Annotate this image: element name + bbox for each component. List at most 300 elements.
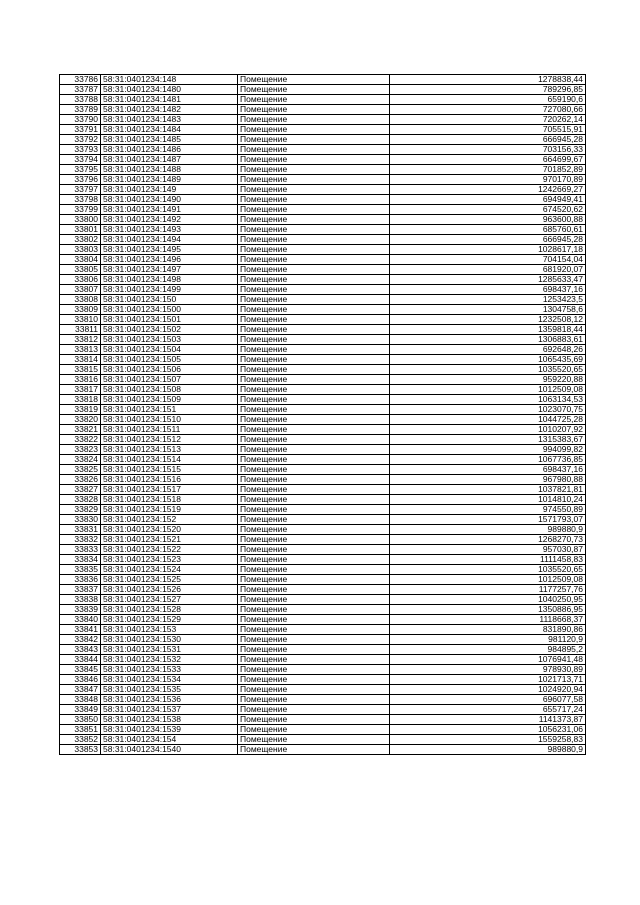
cadastral-value: 989880,9 (390, 745, 586, 755)
object-type: Помещение (238, 295, 390, 305)
cadastral-value: 970170,89 (390, 175, 586, 185)
table-row (60, 635, 586, 645)
row-number: 33837 (60, 585, 101, 595)
cadastral-value: 1024920,94 (390, 685, 586, 695)
row-number: 33832 (60, 535, 101, 545)
cadastral-value: 1306883,61 (390, 335, 586, 345)
cadastral-value: 1359818,44 (390, 325, 586, 335)
table-row (60, 585, 586, 595)
row-number: 33795 (60, 165, 101, 175)
cadastral-number: 58:31:0401234:1509 (101, 395, 238, 405)
table-row (60, 295, 586, 305)
cadastral-value: 1118668,37 (390, 615, 586, 625)
cadastral-number: 58:31:0401234:150 (101, 295, 238, 305)
table-row (60, 655, 586, 665)
object-type: Помещение (238, 215, 390, 225)
cadastral-value: 831890,86 (390, 625, 586, 635)
row-number: 33811 (60, 325, 101, 335)
cadastral-value: 1253423,5 (390, 295, 586, 305)
cadastral-number: 58:31:0401234:1522 (101, 545, 238, 555)
cadastral-value: 666945,28 (390, 135, 586, 145)
cadastral-number: 58:31:0401234:148 (101, 75, 238, 85)
table-row (60, 195, 586, 205)
object-type: Помещение (238, 245, 390, 255)
row-number: 33788 (60, 95, 101, 105)
table-row (60, 745, 586, 755)
object-type: Помещение (238, 705, 390, 715)
object-type: Помещение (238, 225, 390, 235)
row-number: 33828 (60, 495, 101, 505)
cadastral-number: 58:31:0401234:149 (101, 185, 238, 195)
cadastral-number: 58:31:0401234:1526 (101, 585, 238, 595)
row-number: 33849 (60, 705, 101, 715)
table-row (60, 255, 586, 265)
table-row (60, 205, 586, 215)
cadastral-number: 58:31:0401234:1481 (101, 95, 238, 105)
row-number: 33826 (60, 475, 101, 485)
object-type: Помещение (238, 665, 390, 675)
row-number: 33813 (60, 345, 101, 355)
cadastral-value: 1315383,67 (390, 435, 586, 445)
table-row (60, 735, 586, 745)
table-row (60, 685, 586, 695)
row-number: 33853 (60, 745, 101, 755)
cadastral-number: 58:31:0401234:1516 (101, 475, 238, 485)
row-number: 33793 (60, 145, 101, 155)
object-type: Помещение (238, 325, 390, 335)
table-body (60, 75, 586, 755)
table-row (60, 725, 586, 735)
cadastral-value: 655717,24 (390, 705, 586, 715)
cadastral-number: 58:31:0401234:1482 (101, 105, 238, 115)
object-type: Помещение (238, 185, 390, 195)
cadastral-number: 58:31:0401234:1505 (101, 355, 238, 365)
object-type: Помещение (238, 695, 390, 705)
cadastral-value: 959220,88 (390, 375, 586, 385)
cadastral-value: 1141373,87 (390, 715, 586, 725)
table-row (60, 675, 586, 685)
row-number: 33786 (60, 75, 101, 85)
cadastral-number: 58:31:0401234:1487 (101, 155, 238, 165)
table-row (60, 305, 586, 315)
object-type: Помещение (238, 175, 390, 185)
object-type: Помещение (238, 605, 390, 615)
row-number: 33789 (60, 105, 101, 115)
table-row (60, 105, 586, 115)
cadastral-value: 1242669,27 (390, 185, 586, 195)
cadastral-number: 58:31:0401234:1510 (101, 415, 238, 425)
table-row (60, 465, 586, 475)
cadastral-number: 58:31:0401234:1535 (101, 685, 238, 695)
table-row (60, 645, 586, 655)
cadastral-value: 1232508,12 (390, 315, 586, 325)
row-number: 33822 (60, 435, 101, 445)
object-type: Помещение (238, 745, 390, 755)
object-type: Помещение (238, 155, 390, 165)
cadastral-value: 1177257,76 (390, 585, 586, 595)
cadastral-value: 666945,28 (390, 235, 586, 245)
object-type: Помещение (238, 205, 390, 215)
object-type: Помещение (238, 385, 390, 395)
object-type: Помещение (238, 475, 390, 485)
row-number: 33804 (60, 255, 101, 265)
cadastral-number: 58:31:0401234:1540 (101, 745, 238, 755)
row-number: 33835 (60, 565, 101, 575)
cadastral-number: 58:31:0401234:1492 (101, 215, 238, 225)
table-row (60, 325, 586, 335)
cadastral-value: 1021713,71 (390, 675, 586, 685)
row-number: 33803 (60, 245, 101, 255)
cadastral-value: 720262,14 (390, 115, 586, 125)
cadastral-value: 974550,89 (390, 505, 586, 515)
row-number: 33824 (60, 455, 101, 465)
object-type: Помещение (238, 335, 390, 345)
object-type: Помещение (238, 255, 390, 265)
cadastral-number: 58:31:0401234:1508 (101, 385, 238, 395)
table-row (60, 535, 586, 545)
object-type: Помещение (238, 575, 390, 585)
row-number: 33797 (60, 185, 101, 195)
object-type: Помещение (238, 555, 390, 565)
row-number: 33809 (60, 305, 101, 315)
table-row (60, 595, 586, 605)
row-number: 33848 (60, 695, 101, 705)
cadastral-value: 957030,87 (390, 545, 586, 555)
table-row (60, 85, 586, 95)
cadastral-number: 58:31:0401234:1496 (101, 255, 238, 265)
cadastral-value: 1012509,08 (390, 385, 586, 395)
cadastral-number: 58:31:0401234:1498 (101, 275, 238, 285)
cadastral-value: 1559258,83 (390, 735, 586, 745)
cadastral-value: 789296,85 (390, 85, 586, 95)
object-type: Помещение (238, 105, 390, 115)
object-type: Помещение (238, 145, 390, 155)
cadastral-number: 58:31:0401234:1484 (101, 125, 238, 135)
cadastral-number: 58:31:0401234:1524 (101, 565, 238, 575)
object-type: Помещение (238, 135, 390, 145)
table-row (60, 375, 586, 385)
object-type: Помещение (238, 375, 390, 385)
cadastral-number: 58:31:0401234:1531 (101, 645, 238, 655)
cadastral-value: 1010207,92 (390, 425, 586, 435)
object-type: Помещение (238, 685, 390, 695)
object-type: Помещение (238, 585, 390, 595)
cadastral-number: 58:31:0401234:1528 (101, 605, 238, 615)
cadastral-value: 1304758,6 (390, 305, 586, 315)
table-row (60, 185, 586, 195)
object-type: Помещение (238, 525, 390, 535)
row-number: 33787 (60, 85, 101, 95)
object-type: Помещение (238, 535, 390, 545)
row-number: 33836 (60, 575, 101, 585)
cadastral-number: 58:31:0401234:1530 (101, 635, 238, 645)
cadastral-number: 58:31:0401234:1485 (101, 135, 238, 145)
table-row (60, 485, 586, 495)
cadastral-number: 58:31:0401234:1500 (101, 305, 238, 315)
cadastral-number: 58:31:0401234:1506 (101, 365, 238, 375)
table-row (60, 615, 586, 625)
table-row (60, 575, 586, 585)
cadastral-number: 58:31:0401234:1518 (101, 495, 238, 505)
object-type: Помещение (238, 395, 390, 405)
object-type: Помещение (238, 265, 390, 275)
row-number: 33846 (60, 675, 101, 685)
cadastral-number: 58:31:0401234:1533 (101, 665, 238, 675)
row-number: 33840 (60, 615, 101, 625)
table-row (60, 665, 586, 675)
table-row (60, 265, 586, 275)
row-number: 33798 (60, 195, 101, 205)
cadastral-number: 58:31:0401234:153 (101, 625, 238, 635)
cadastral-number: 58:31:0401234:1490 (101, 195, 238, 205)
cadastral-value: 698437,16 (390, 465, 586, 475)
object-type: Помещение (238, 735, 390, 745)
table-row (60, 355, 586, 365)
cadastral-number: 58:31:0401234:1515 (101, 465, 238, 475)
row-number: 33792 (60, 135, 101, 145)
object-type: Помещение (238, 545, 390, 555)
table-row (60, 565, 586, 575)
table-row (60, 215, 586, 225)
object-type: Помещение (238, 615, 390, 625)
table-row (60, 225, 586, 235)
row-number: 33823 (60, 445, 101, 455)
row-number: 33791 (60, 125, 101, 135)
cadastral-value: 1350886,95 (390, 605, 586, 615)
object-type: Помещение (238, 315, 390, 325)
cadastral-number: 58:31:0401234:1502 (101, 325, 238, 335)
table-row (60, 125, 586, 135)
cadastral-number: 58:31:0401234:1532 (101, 655, 238, 665)
cadastral-number: 58:31:0401234:1499 (101, 285, 238, 295)
cadastral-number: 58:31:0401234:1537 (101, 705, 238, 715)
table-row (60, 555, 586, 565)
cadastral-number: 58:31:0401234:1513 (101, 445, 238, 455)
cadastral-value: 984895,2 (390, 645, 586, 655)
cadastral-number: 58:31:0401234:1489 (101, 175, 238, 185)
row-number: 33806 (60, 275, 101, 285)
table-row (60, 395, 586, 405)
cadastral-number: 58:31:0401234:1517 (101, 485, 238, 495)
row-number: 33838 (60, 595, 101, 605)
cadastral-number: 58:31:0401234:1497 (101, 265, 238, 275)
row-number: 33817 (60, 385, 101, 395)
cadastral-value: 1065435,69 (390, 355, 586, 365)
table-row (60, 425, 586, 435)
cadastral-value: 1268270,73 (390, 535, 586, 545)
row-number: 33815 (60, 365, 101, 375)
cadastral-value: 1063134,53 (390, 395, 586, 405)
object-type: Помещение (238, 595, 390, 605)
row-number: 33827 (60, 485, 101, 495)
cadastral-number: 58:31:0401234:1523 (101, 555, 238, 565)
cadastral-number: 58:31:0401234:1538 (101, 715, 238, 725)
table-row (60, 715, 586, 725)
object-type: Помещение (238, 75, 390, 85)
cadastral-number: 58:31:0401234:151 (101, 405, 238, 415)
cadastral-value: 1028617,18 (390, 245, 586, 255)
row-number: 33790 (60, 115, 101, 125)
table-row (60, 515, 586, 525)
row-number: 33819 (60, 405, 101, 415)
table-row (60, 405, 586, 415)
cadastral-value: 703156,33 (390, 145, 586, 155)
cadastral-value: 674520,62 (390, 205, 586, 215)
object-type: Помещение (238, 655, 390, 665)
table-row (60, 155, 586, 165)
row-number: 33821 (60, 425, 101, 435)
object-type: Помещение (238, 405, 390, 415)
object-type: Помещение (238, 445, 390, 455)
table-row (60, 705, 586, 715)
cadastral-value: 1285633,47 (390, 275, 586, 285)
object-type: Помещение (238, 725, 390, 735)
object-type: Помещение (238, 365, 390, 375)
table-row (60, 455, 586, 465)
cadastral-number: 58:31:0401234:1514 (101, 455, 238, 465)
object-type: Помещение (238, 115, 390, 125)
cadastral-value: 1111458,83 (390, 555, 586, 565)
object-type: Помещение (238, 195, 390, 205)
cadastral-value: 1035520,65 (390, 365, 586, 375)
row-number: 33814 (60, 355, 101, 365)
row-number: 33831 (60, 525, 101, 535)
table-row (60, 365, 586, 375)
row-number: 33843 (60, 645, 101, 655)
row-number: 33841 (60, 625, 101, 635)
table-row (60, 415, 586, 425)
cadastral-value: 685760,61 (390, 225, 586, 235)
table-row (60, 605, 586, 615)
cadastral-value: 994099,82 (390, 445, 586, 455)
row-number: 33796 (60, 175, 101, 185)
cadastral-value: 681920,07 (390, 265, 586, 275)
row-number: 33844 (60, 655, 101, 665)
object-type: Помещение (238, 425, 390, 435)
table-row (60, 95, 586, 105)
object-type: Помещение (238, 285, 390, 295)
table-row (60, 345, 586, 355)
table-row (60, 505, 586, 515)
cadastral-number: 58:31:0401234:1512 (101, 435, 238, 445)
row-number: 33839 (60, 605, 101, 615)
object-type: Помещение (238, 635, 390, 645)
cadastral-number: 58:31:0401234:1495 (101, 245, 238, 255)
cadastral-table (59, 74, 586, 755)
table-row (60, 165, 586, 175)
object-type: Помещение (238, 275, 390, 285)
table-row (60, 235, 586, 245)
table-row (60, 525, 586, 535)
cadastral-number: 58:31:0401234:1486 (101, 145, 238, 155)
cadastral-value: 694949,41 (390, 195, 586, 205)
cadastral-value: 692648,26 (390, 345, 586, 355)
table-row (60, 495, 586, 505)
cadastral-number: 58:31:0401234:1494 (101, 235, 238, 245)
object-type: Помещение (238, 485, 390, 495)
row-number: 33802 (60, 235, 101, 245)
table-row (60, 625, 586, 635)
cadastral-value: 1023070,75 (390, 405, 586, 415)
row-number: 33808 (60, 295, 101, 305)
cadastral-value: 989880,9 (390, 525, 586, 535)
object-type: Помещение (238, 95, 390, 105)
table-row (60, 435, 586, 445)
object-type: Помещение (238, 715, 390, 725)
cadastral-value: 1278838,44 (390, 75, 586, 85)
cadastral-value: 705515,91 (390, 125, 586, 135)
cadastral-value: 1076941,48 (390, 655, 586, 665)
table-row (60, 275, 586, 285)
row-number: 33800 (60, 215, 101, 225)
table-row (60, 315, 586, 325)
row-number: 33833 (60, 545, 101, 555)
table-row (60, 385, 586, 395)
cadastral-number: 58:31:0401234:1539 (101, 725, 238, 735)
object-type: Помещение (238, 125, 390, 135)
table-row (60, 145, 586, 155)
cadastral-value: 696077,58 (390, 695, 586, 705)
table-row (60, 175, 586, 185)
cadastral-number: 58:31:0401234:1521 (101, 535, 238, 545)
object-type: Помещение (238, 85, 390, 95)
cadastral-value: 1012509,08 (390, 575, 586, 585)
row-number: 33816 (60, 375, 101, 385)
table-row (60, 335, 586, 345)
table-row (60, 445, 586, 455)
table-row (60, 135, 586, 145)
cadastral-value: 1035520,65 (390, 565, 586, 575)
cadastral-value: 978930,89 (390, 665, 586, 675)
cadastral-number: 58:31:0401234:1536 (101, 695, 238, 705)
cadastral-value: 981120,9 (390, 635, 586, 645)
table-row (60, 475, 586, 485)
cadastral-number: 58:31:0401234:1529 (101, 615, 238, 625)
cadastral-number: 58:31:0401234:1507 (101, 375, 238, 385)
cadastral-number: 58:31:0401234:1520 (101, 525, 238, 535)
row-number: 33799 (60, 205, 101, 215)
object-type: Помещение (238, 435, 390, 445)
object-type: Помещение (238, 625, 390, 635)
cadastral-value: 1014810,24 (390, 495, 586, 505)
cadastral-value: 1037821,81 (390, 485, 586, 495)
cadastral-number: 58:31:0401234:1504 (101, 345, 238, 355)
cadastral-value: 1067736,85 (390, 455, 586, 465)
cadastral-number: 58:31:0401234:1503 (101, 335, 238, 345)
object-type: Помещение (238, 345, 390, 355)
table-row (60, 115, 586, 125)
row-number: 33830 (60, 515, 101, 525)
row-number: 33818 (60, 395, 101, 405)
cadastral-value: 701852,89 (390, 165, 586, 175)
cadastral-number: 58:31:0401234:1488 (101, 165, 238, 175)
object-type: Помещение (238, 235, 390, 245)
cadastral-value: 1056231,06 (390, 725, 586, 735)
table-row (60, 75, 586, 85)
row-number: 33805 (60, 265, 101, 275)
cadastral-value: 1040250,95 (390, 595, 586, 605)
object-type: Помещение (238, 505, 390, 515)
cadastral-number: 58:31:0401234:1527 (101, 595, 238, 605)
row-number: 33794 (60, 155, 101, 165)
cadastral-value: 1044725,28 (390, 415, 586, 425)
object-type: Помещение (238, 455, 390, 465)
cadastral-number: 58:31:0401234:1519 (101, 505, 238, 515)
cadastral-number: 58:31:0401234:1491 (101, 205, 238, 215)
row-number: 33842 (60, 635, 101, 645)
row-number: 33820 (60, 415, 101, 425)
cadastral-value: 659190,6 (390, 95, 586, 105)
